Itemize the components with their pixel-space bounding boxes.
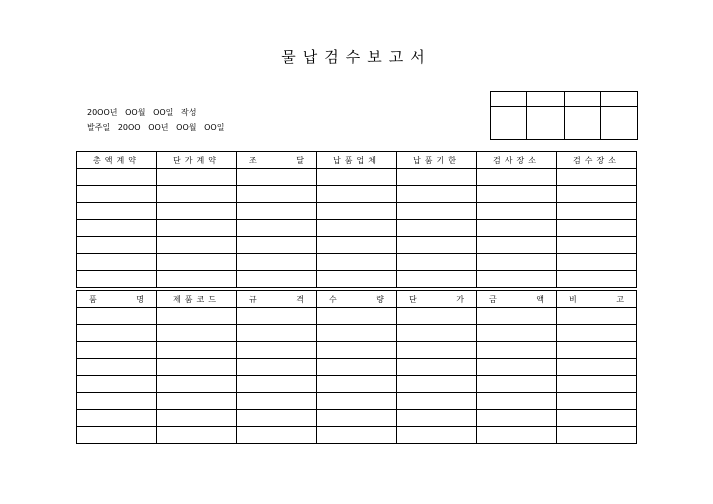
table-cell[interactable] [77, 376, 157, 393]
table-cell[interactable] [397, 237, 477, 254]
table-cell[interactable] [557, 169, 637, 186]
header-inspection-place: 검사장소 [477, 152, 557, 169]
table-cell[interactable] [477, 203, 557, 220]
table-cell[interactable] [237, 410, 317, 427]
table-cell[interactable] [237, 203, 317, 220]
document-title: 물납검수보고서 [281, 48, 432, 66]
table-cell[interactable] [77, 220, 157, 237]
table-cell[interactable] [477, 376, 557, 393]
table-cell[interactable] [397, 376, 477, 393]
table-cell[interactable] [397, 271, 477, 288]
item-body [77, 308, 637, 444]
table-cell[interactable] [317, 342, 397, 359]
table-cell[interactable] [317, 271, 397, 288]
approval-box [490, 91, 638, 140]
table-cell[interactable] [477, 342, 557, 359]
table-cell[interactable] [397, 220, 477, 237]
table-cell[interactable] [397, 169, 477, 186]
approval-cell[interactable] [601, 92, 638, 107]
table-cell[interactable] [77, 271, 157, 288]
table-cell[interactable] [557, 376, 637, 393]
table-row [77, 308, 637, 325]
header-spec: 규 격 [237, 291, 317, 308]
table-cell[interactable] [397, 325, 477, 342]
table-cell[interactable] [397, 342, 477, 359]
table-cell[interactable] [477, 169, 557, 186]
order-date: 발주일 20OO OO년 OO월 OO일 [87, 123, 225, 132]
table-cell[interactable] [157, 393, 237, 410]
header-contract-unit: 단가계약 [157, 152, 237, 169]
header-procurement: 조 달 [237, 152, 317, 169]
table-cell[interactable] [237, 254, 317, 271]
table-cell[interactable] [557, 427, 637, 444]
table-cell[interactable] [317, 203, 397, 220]
table-cell[interactable] [557, 410, 637, 427]
table-cell[interactable] [237, 376, 317, 393]
table-cell[interactable] [397, 203, 477, 220]
table-cell[interactable] [477, 393, 557, 410]
table-cell[interactable] [557, 254, 637, 271]
table-cell[interactable] [397, 393, 477, 410]
table-cell[interactable] [77, 427, 157, 444]
table-cell[interactable] [317, 393, 397, 410]
table-cell[interactable] [237, 271, 317, 288]
table-cell[interactable] [317, 359, 397, 376]
header-product-code: 제품코드 [157, 291, 237, 308]
table-cell[interactable] [77, 169, 157, 186]
header-supplier: 납품업체 [317, 152, 397, 169]
table-cell[interactable] [77, 237, 157, 254]
table-cell[interactable] [557, 203, 637, 220]
table-cell[interactable] [237, 359, 317, 376]
table-cell[interactable] [317, 254, 397, 271]
table-cell[interactable] [317, 220, 397, 237]
table-cell[interactable] [317, 169, 397, 186]
table-cell[interactable] [557, 220, 637, 237]
header-contract-total: 총액계약 [77, 152, 157, 169]
table-cell[interactable] [237, 186, 317, 203]
table-cell[interactable] [557, 342, 637, 359]
table-cell[interactable] [397, 427, 477, 444]
table-cell[interactable] [77, 410, 157, 427]
table-row [77, 203, 637, 220]
table-cell[interactable] [477, 186, 557, 203]
header-quantity: 수 량 [317, 291, 397, 308]
table-row [77, 186, 637, 203]
table-cell[interactable] [157, 410, 237, 427]
table-row [77, 359, 637, 376]
header-acceptance-place: 검수장소 [557, 152, 637, 169]
approval-cell[interactable] [527, 92, 565, 107]
table-cell[interactable] [557, 186, 637, 203]
table-cell[interactable] [157, 203, 237, 220]
table-cell[interactable] [77, 393, 157, 410]
item-table [76, 290, 637, 444]
table-cell[interactable] [77, 342, 157, 359]
contract-body [77, 169, 637, 288]
table-cell[interactable] [157, 308, 237, 325]
table-row [77, 220, 637, 237]
table-cell[interactable] [77, 203, 157, 220]
table-cell[interactable] [237, 308, 317, 325]
header-amount: 금 액 [477, 291, 557, 308]
table-cell[interactable] [237, 220, 317, 237]
written-date: 20OO년 OO월 OO일 작성 [87, 108, 197, 117]
table-cell[interactable] [157, 220, 237, 237]
table-cell[interactable] [557, 308, 637, 325]
table-cell[interactable] [77, 254, 157, 271]
table-row [77, 169, 637, 186]
table-cell[interactable] [77, 359, 157, 376]
table-cell[interactable] [237, 169, 317, 186]
table-cell[interactable] [317, 410, 397, 427]
approval-cell[interactable] [601, 107, 638, 140]
approval-cell[interactable] [491, 92, 527, 107]
table-cell[interactable] [477, 237, 557, 254]
table-cell[interactable] [557, 237, 637, 254]
table-cell[interactable] [157, 427, 237, 444]
table-cell[interactable] [157, 169, 237, 186]
header-unit-price: 단 가 [397, 291, 477, 308]
table-cell[interactable] [557, 359, 637, 376]
item-header-row [77, 291, 637, 308]
table-cell[interactable] [477, 308, 557, 325]
table-cell[interactable] [157, 254, 237, 271]
table-cell[interactable] [157, 325, 237, 342]
table-cell[interactable] [397, 186, 477, 203]
table-row [77, 325, 637, 342]
table-cell[interactable] [557, 325, 637, 342]
table-cell[interactable] [157, 359, 237, 376]
table-cell[interactable] [397, 410, 477, 427]
table-cell[interactable] [157, 186, 237, 203]
table-cell[interactable] [317, 427, 397, 444]
table-cell[interactable] [477, 325, 557, 342]
table-cell[interactable] [317, 376, 397, 393]
table-cell[interactable] [317, 308, 397, 325]
table-cell[interactable] [557, 271, 637, 288]
header-item-name: 품 명 [77, 291, 157, 308]
table-cell[interactable] [157, 342, 237, 359]
table-cell[interactable] [77, 186, 157, 203]
contract-table [76, 151, 637, 288]
table-cell[interactable] [237, 342, 317, 359]
table-cell[interactable] [477, 359, 557, 376]
table-cell[interactable] [397, 308, 477, 325]
table-row [77, 376, 637, 393]
approval-cell[interactable] [565, 107, 601, 140]
table-cell[interactable] [237, 427, 317, 444]
contract-header-row [77, 152, 637, 169]
table-cell[interactable] [157, 237, 237, 254]
approval-cell[interactable] [491, 107, 527, 140]
table-cell[interactable] [77, 325, 157, 342]
table-row [77, 237, 637, 254]
table-cell[interactable] [317, 186, 397, 203]
table-cell[interactable] [317, 237, 397, 254]
table-row [77, 427, 637, 444]
table-cell[interactable] [237, 237, 317, 254]
table-cell[interactable] [157, 271, 237, 288]
table-cell[interactable] [237, 393, 317, 410]
table-row [77, 393, 637, 410]
header-remarks: 비 고 [557, 291, 637, 308]
table-cell[interactable] [397, 359, 477, 376]
table-cell[interactable] [237, 325, 317, 342]
table-cell[interactable] [557, 393, 637, 410]
table-cell[interactable] [477, 427, 557, 444]
approval-cell[interactable] [527, 107, 565, 140]
table-cell[interactable] [397, 254, 477, 271]
table-row [77, 254, 637, 271]
table-row [77, 410, 637, 427]
table-cell[interactable] [477, 220, 557, 237]
approval-cell[interactable] [565, 92, 601, 107]
table-cell[interactable] [477, 410, 557, 427]
table-cell[interactable] [477, 271, 557, 288]
table-cell[interactable] [77, 308, 157, 325]
table-row [77, 342, 637, 359]
table-cell[interactable] [157, 376, 237, 393]
table-row [77, 271, 637, 288]
header-delivery-deadline: 납품기한 [397, 152, 477, 169]
table-cell[interactable] [317, 325, 397, 342]
table-cell[interactable] [477, 254, 557, 271]
